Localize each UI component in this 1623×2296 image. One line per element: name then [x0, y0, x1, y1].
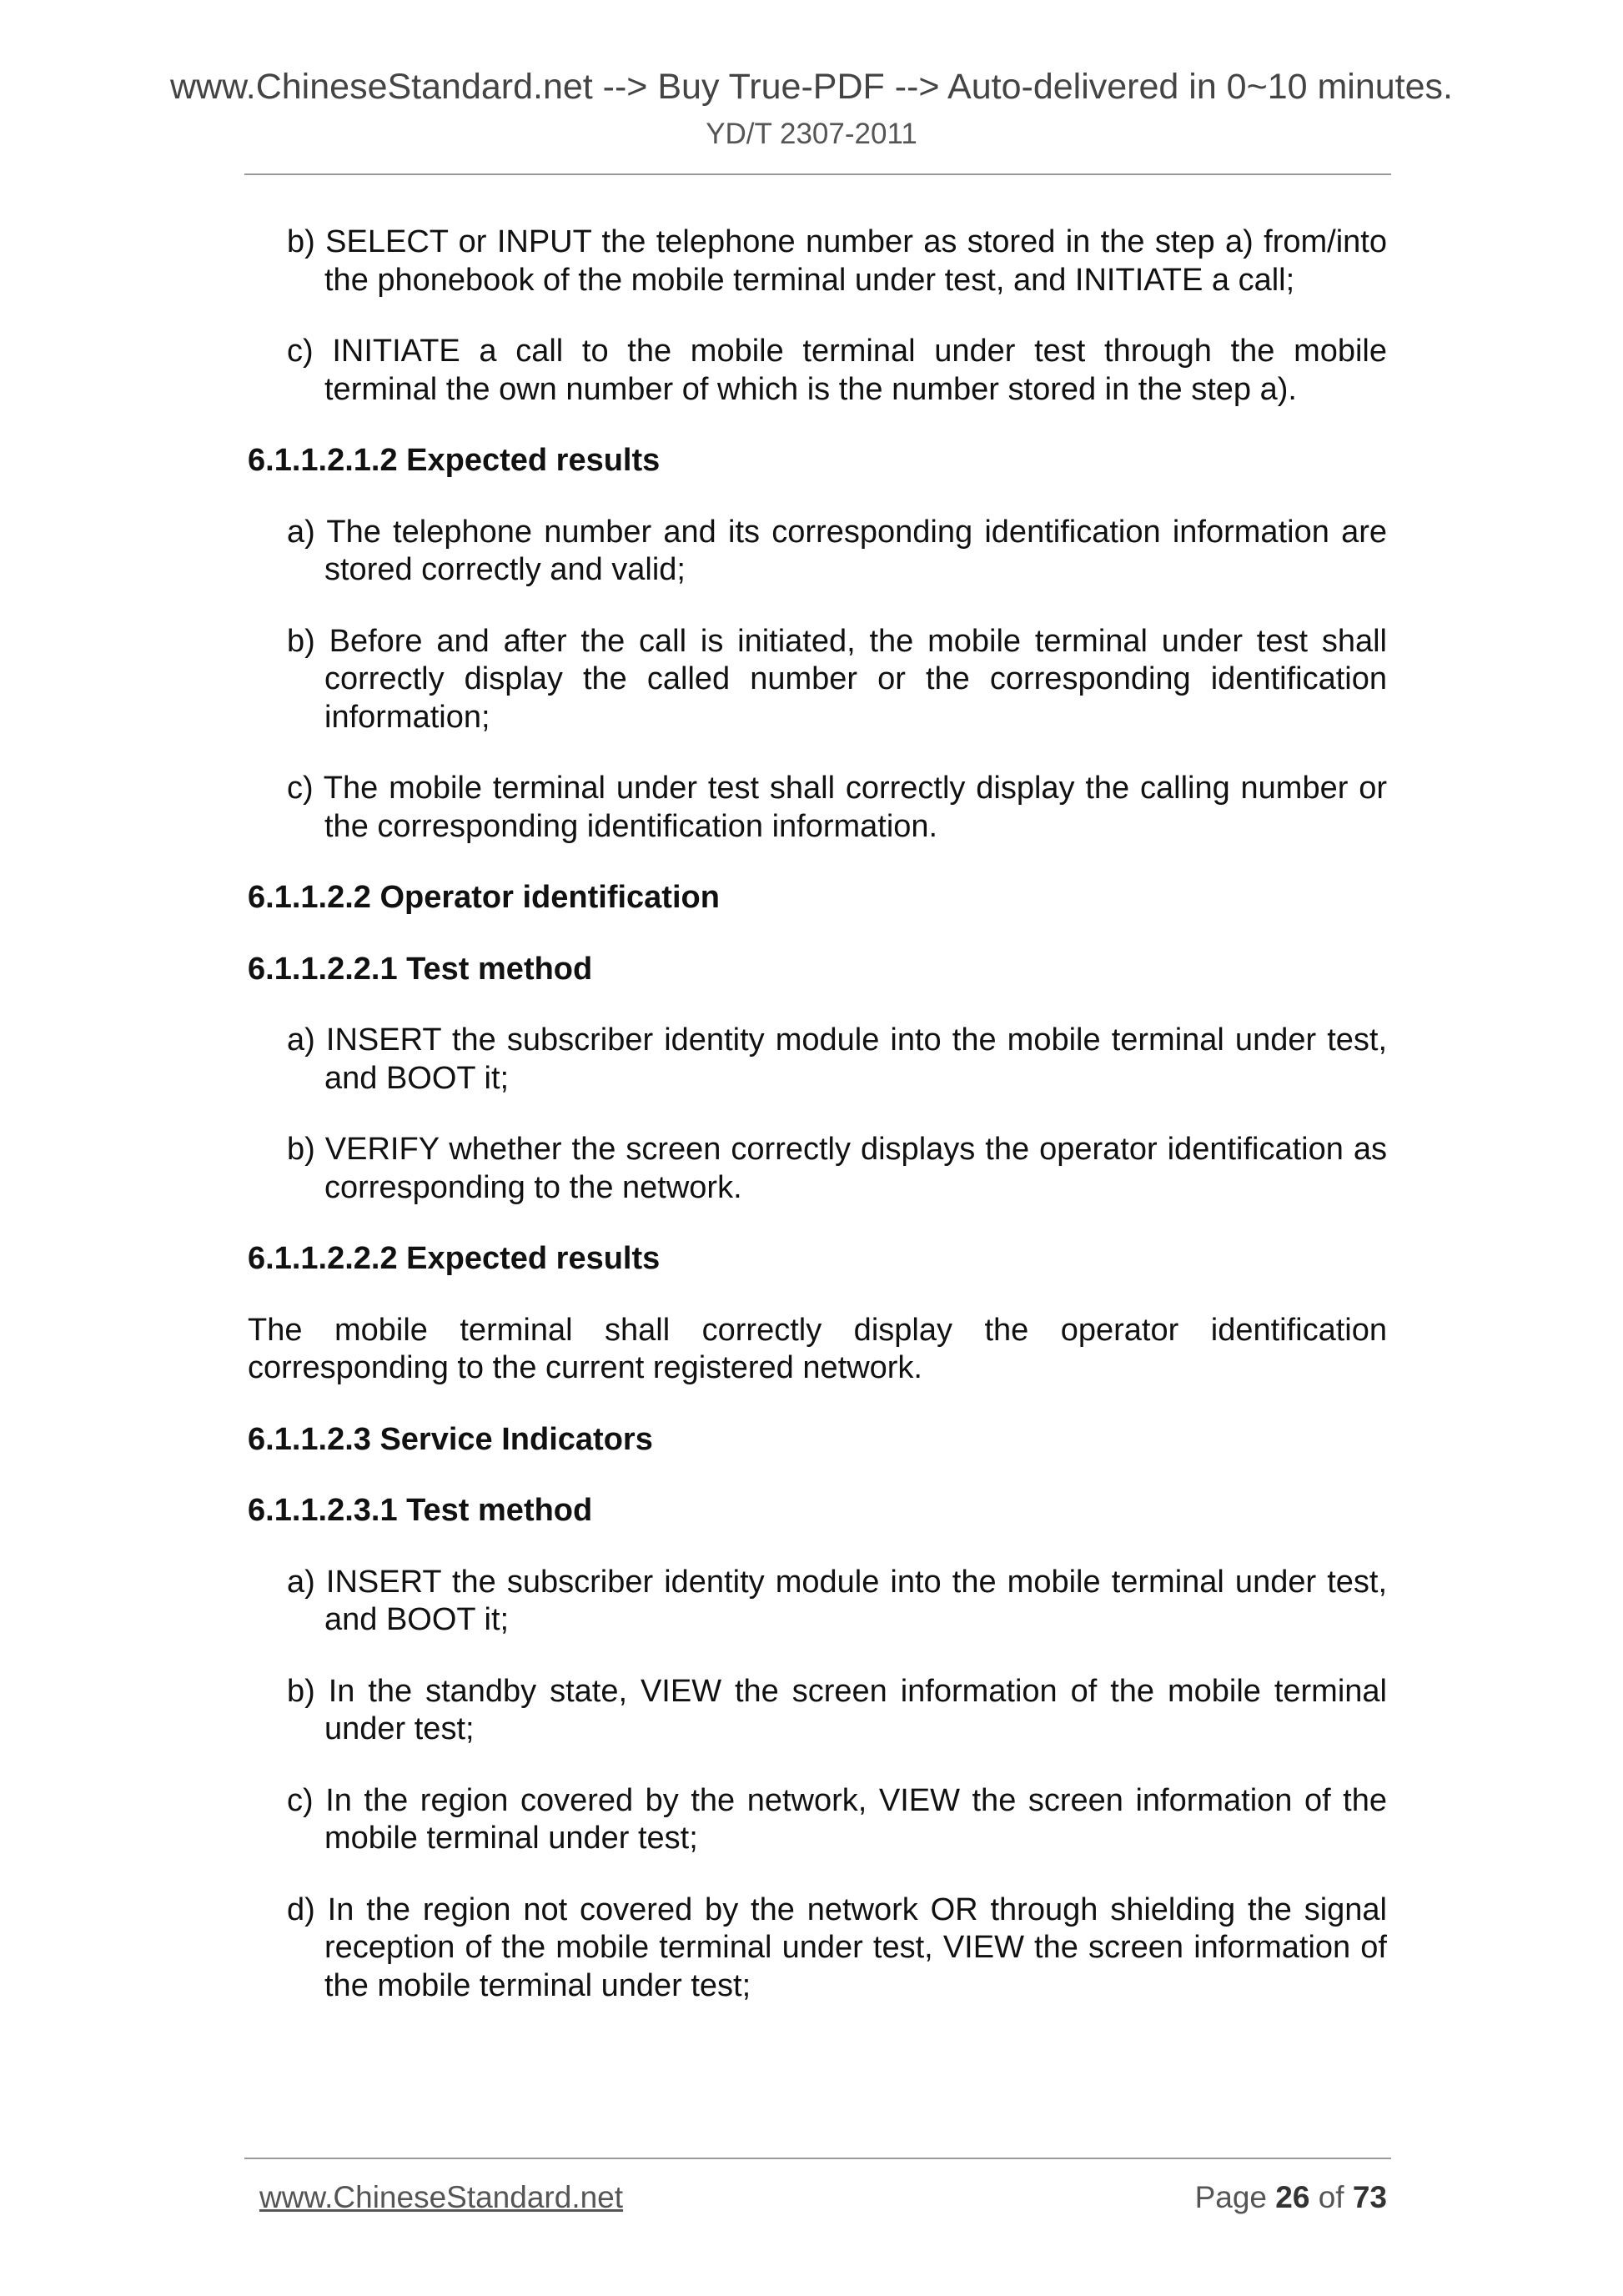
list-item	[287, 1022, 1387, 1098]
list-marker: b)	[287, 1673, 315, 1709]
list-marker: b)	[287, 224, 315, 259]
list-marker: a)	[287, 1022, 315, 1058]
list-item-text: In the standby state, VIEW the screen information of the mobile terminal under test;	[324, 1673, 1387, 1746]
list-item-text: INSERT the subscriber identity module into the mobile terminal under test, and BOOT it;	[324, 1022, 1388, 1096]
list-marker: b)	[287, 1132, 315, 1167]
list-item-text: The mobile terminal under test shall correctly display the calling number or the corresponding identification information.	[323, 771, 1387, 844]
section-heading: 6.1.1.2.2.2 Expected results	[248, 1241, 661, 1276]
list-item	[287, 1892, 1387, 2006]
page-indicator	[1195, 2179, 1387, 2216]
footer-divider	[244, 2158, 1391, 2159]
standard-number: YD/T 2307-2011	[706, 118, 917, 150]
section-heading: 6.1.1.2.1.2 Expected results	[248, 443, 661, 478]
list-item-text: In the region not covered by the network OR through shielding the signal reception of the mobile terminal under test, VIEW the screen information of the mobile terminal under test;	[324, 1892, 1388, 2003]
section-heading: 6.1.1.2.2.1 Test method	[248, 951, 593, 987]
list-marker: c)	[287, 771, 314, 806]
list-item	[287, 1673, 1387, 1749]
list-item-text: In the region covered by the network, VIEW the screen information of the mobile terminal under test;	[324, 1782, 1388, 1856]
list-item	[287, 333, 1387, 409]
list-marker: c)	[287, 1782, 314, 1818]
page-separator: of	[1318, 2180, 1344, 2214]
page-total: 73	[1352, 2180, 1387, 2214]
list-item-text: VERIFY whether the screen correctly displays the operator identification as corresponding to the network.	[324, 1132, 1387, 1205]
list-item-text: SELECT or INPUT the telephone number as stored in the step a) from/into the phonebook of the mobile terminal under test, and INITIATE a call;	[324, 224, 1388, 298]
list-marker: a)	[287, 1564, 315, 1600]
footer-website-link[interactable]: www.ChineseStandard.net	[259, 2180, 624, 2214]
list-marker: c)	[287, 334, 314, 369]
header-divider	[244, 173, 1391, 175]
list-marker: d)	[287, 1892, 315, 1927]
list-item-text: INITIATE a call to the mobile terminal under test through the mobile terminal the own number of which is the number stored in the step a).	[324, 334, 1388, 407]
list-marker: b)	[287, 623, 315, 659]
list-item	[287, 1782, 1387, 1858]
list-item-text: Before and after the call is initiated, the mobile terminal under test shall correctly display the called number or the corresponding identification information;	[324, 623, 1387, 735]
section-heading: 6.1.1.2.2 Operator identification	[248, 880, 720, 915]
document-body	[248, 224, 1387, 2005]
section-heading: 6.1.1.2.3.1 Test method	[248, 1493, 593, 1528]
list-item	[287, 224, 1387, 299]
page-prefix: Page	[1194, 2180, 1267, 2214]
list-item-text: The telephone number and its corresponding identification information are stored correctly and valid;	[324, 514, 1388, 587]
list-item	[287, 623, 1387, 737]
list-marker: a)	[287, 514, 315, 550]
page-number: 26	[1275, 2180, 1310, 2214]
list-item	[287, 1131, 1387, 1207]
list-item	[287, 1564, 1387, 1640]
list-item-text: INSERT the subscriber identity module into the mobile terminal under test, and BOOT it;	[324, 1564, 1388, 1637]
paragraph: The mobile terminal shall correctly display the operator identification corresponding to the current registered network.	[248, 1312, 1387, 1385]
list-item	[287, 514, 1387, 590]
list-item	[287, 770, 1387, 846]
section-heading: 6.1.1.2.3 Service Indicators	[248, 1421, 653, 1457]
header-banner: www.ChineseStandard.net --> Buy True-PDF --> Auto-delivered in 0~10 minutes.	[169, 67, 1453, 107]
